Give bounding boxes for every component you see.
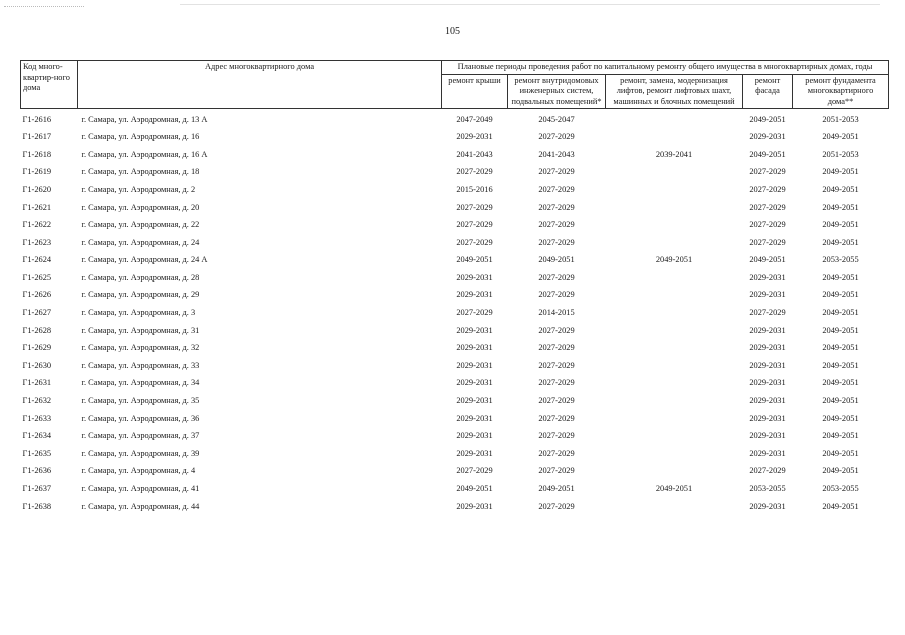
cell-roof: 2029-2031 [456, 272, 493, 282]
cell-elevators [606, 445, 743, 463]
cell-address: г. Самара, ул. Аэродромная, д. 39 [81, 448, 200, 458]
cell-elevators [606, 498, 743, 516]
table-row [21, 234, 889, 252]
cell-roof: 2049-2051 [456, 255, 493, 265]
cell-code: Г1-2633 [22, 413, 52, 423]
cell-facade: 2029-2031 [749, 431, 786, 441]
page-number: 105 [445, 26, 460, 37]
cell-code: Г1-2619 [22, 167, 52, 177]
cell-address: г. Самара, ул. Аэродромная, д. 4 [81, 466, 196, 476]
cell-facade: 2049-2051 [749, 255, 786, 265]
cell-elevators [606, 340, 743, 358]
header-foundation: ремонт фундамента многоквартирного дома** [793, 74, 889, 109]
cell-code: Г1-2623 [22, 237, 52, 247]
cell-address: г. Самара, ул. Аэродромная, д. 13 А [81, 114, 208, 124]
cell-foundation: 2049-2051 [822, 466, 859, 476]
cell-facade: 2027-2029 [749, 237, 786, 247]
cell-foundation: 2049-2051 [822, 501, 859, 511]
cell-roof: 2029-2031 [456, 448, 493, 458]
table-row [21, 181, 889, 199]
cell-facade: 2049-2051 [749, 149, 786, 159]
cell-engineering: 2027-2029 [538, 378, 575, 388]
cell-elevators [606, 463, 743, 481]
cell-elevators [606, 234, 743, 252]
cell-facade: 2029-2031 [749, 378, 786, 388]
cell-foundation: 2049-2051 [822, 360, 859, 370]
cell-engineering: 2027-2029 [538, 448, 575, 458]
table-row [21, 217, 889, 235]
cell-code: Г1-2636 [22, 466, 52, 476]
cell-foundation: 2049-2051 [822, 132, 859, 142]
cell-engineering: 2049-2051 [538, 484, 575, 494]
cell-code: Г1-2627 [22, 308, 52, 318]
scan-artifact-corner [4, 6, 84, 25]
cell-address: г. Самара, ул. Аэродромная, д. 20 [81, 202, 200, 212]
cell-facade: 2049-2051 [749, 114, 786, 124]
table-row [21, 305, 889, 323]
scan-artifact-line [180, 4, 880, 5]
cell-roof: 2049-2051 [456, 484, 493, 494]
cell-foundation: 2049-2051 [822, 308, 859, 318]
cell-code: Г1-2632 [22, 396, 52, 406]
table-row [21, 410, 889, 428]
cell-code: Г1-2624 [22, 255, 52, 265]
table-row [21, 322, 889, 340]
header-elevators: ремонт, замена, модернизация лифтов, ремонт лифтовых шахт, машинных и блочных помещений [606, 74, 743, 109]
cell-roof: 2029-2031 [456, 413, 493, 423]
cell-foundation: 2049-2051 [822, 378, 859, 388]
cell-roof: 2029-2031 [456, 431, 493, 441]
cell-address: г. Самара, ул. Аэродромная, д. 29 [81, 290, 200, 300]
cell-engineering: 2027-2029 [538, 466, 575, 476]
capital-repair-table [20, 60, 889, 516]
cell-roof: 2027-2029 [456, 237, 493, 247]
cell-elevators [606, 287, 743, 305]
cell-foundation: 2049-2051 [822, 343, 859, 353]
cell-engineering: 2027-2029 [538, 220, 575, 230]
cell-facade: 2027-2029 [749, 167, 786, 177]
cell-code: Г1-2618 [22, 149, 52, 159]
cell-facade: 2029-2031 [749, 132, 786, 142]
cell-elevators [606, 199, 743, 217]
cell-address: г. Самара, ул. Аэродромная, д. 18 [81, 167, 200, 177]
cell-address: г. Самара, ул. Аэродромная, д. 37 [81, 431, 200, 441]
cell-foundation: 2049-2051 [822, 290, 859, 300]
cell-foundation: 2049-2051 [822, 167, 859, 177]
cell-facade: 2027-2029 [749, 308, 786, 318]
cell-engineering: 2027-2029 [538, 431, 575, 441]
cell-elevators [606, 428, 743, 446]
cell-facade: 2029-2031 [749, 413, 786, 423]
cell-elevators [606, 357, 743, 375]
header-code: Код много-квартир-ного дома [21, 61, 78, 109]
cell-foundation: 2053-2055 [822, 255, 859, 265]
cell-code: Г1-2635 [22, 448, 52, 458]
cell-facade: 2029-2031 [749, 396, 786, 406]
table-row [21, 252, 889, 270]
cell-roof: 2041-2043 [456, 149, 493, 159]
table-row [21, 287, 889, 305]
cell-roof: 2027-2029 [456, 466, 493, 476]
cell-code: Г1-2631 [22, 378, 52, 388]
cell-engineering: 2027-2029 [538, 290, 575, 300]
cell-foundation: 2049-2051 [822, 237, 859, 247]
cell-foundation: 2049-2051 [822, 396, 859, 406]
cell-elevators [606, 164, 743, 182]
cell-elevators [606, 217, 743, 235]
cell-engineering: 2027-2029 [538, 132, 575, 142]
cell-roof: 2027-2029 [456, 202, 493, 212]
table-row [21, 269, 889, 287]
cell-code: Г1-2616 [22, 114, 52, 124]
table-row [21, 129, 889, 147]
cell-code: Г1-2637 [22, 484, 52, 494]
cell-address: г. Самара, ул. Аэродромная, д. 33 [81, 360, 200, 370]
cell-facade: 2053-2055 [749, 484, 786, 494]
table-row [21, 480, 889, 498]
header-facade: ремонт фасада [743, 74, 793, 109]
cell-engineering: 2027-2029 [538, 202, 575, 212]
cell-code: Г1-2620 [22, 184, 52, 194]
cell-foundation: 2049-2051 [822, 325, 859, 335]
cell-address: г. Самара, ул. Аэродромная, д. 3 [81, 308, 196, 318]
header-address: Адрес многоквартирного дома [78, 61, 442, 109]
table-row [21, 375, 889, 393]
table-row [21, 498, 889, 516]
cell-code: Г1-2629 [22, 343, 52, 353]
cell-code: Г1-2621 [22, 202, 52, 212]
cell-address: г. Самара, ул. Аэродромная, д. 35 [81, 396, 200, 406]
cell-roof: 2047-2049 [456, 114, 493, 124]
cell-roof: 2015-2016 [456, 184, 493, 194]
cell-elevators [606, 181, 743, 199]
cell-facade: 2029-2031 [749, 501, 786, 511]
cell-code: Г1-2626 [22, 290, 52, 300]
cell-address: г. Самара, ул. Аэродромная, д. 44 [81, 501, 200, 511]
cell-engineering: 2027-2029 [538, 360, 575, 370]
cell-address: г. Самара, ул. Аэродромная, д. 28 [81, 272, 200, 282]
table-row [21, 109, 889, 129]
table-row [21, 164, 889, 182]
cell-engineering: 2027-2029 [538, 501, 575, 511]
cell-address: г. Самара, ул. Аэродромная, д. 32 [81, 343, 200, 353]
cell-foundation: 2053-2055 [822, 484, 859, 494]
cell-foundation: 2051-2053 [822, 114, 859, 124]
cell-code: Г1-2628 [22, 325, 52, 335]
cell-facade: 2027-2029 [749, 202, 786, 212]
cell-engineering: 2041-2043 [538, 149, 575, 159]
cell-elevators [606, 322, 743, 340]
cell-roof: 2029-2031 [456, 396, 493, 406]
table-row [21, 463, 889, 481]
cell-address: г. Самара, ул. Аэродромная, д. 16 А [81, 149, 208, 159]
cell-facade: 2029-2031 [749, 272, 786, 282]
cell-address: г. Самара, ул. Аэродромная, д. 36 [81, 413, 200, 423]
cell-roof: 2029-2031 [456, 290, 493, 300]
cell-engineering: 2027-2029 [538, 413, 575, 423]
cell-foundation: 2049-2051 [822, 272, 859, 282]
header-engineering: ремонт внутридомовых инженерных систем, подвальных помещений* [508, 74, 606, 109]
cell-address: г. Самара, ул. Аэродромная, д. 41 [81, 484, 200, 494]
cell-facade: 2029-2031 [749, 290, 786, 300]
cell-facade: 2027-2029 [749, 184, 786, 194]
cell-engineering: 2014-2015 [538, 308, 575, 318]
cell-elevators [606, 375, 743, 393]
cell-engineering: 2027-2029 [538, 325, 575, 335]
cell-elevators [606, 393, 743, 411]
cell-address: г. Самара, ул. Аэродромная, д. 2 [81, 184, 196, 194]
cell-foundation: 2049-2051 [822, 431, 859, 441]
cell-engineering: 2027-2029 [538, 396, 575, 406]
cell-roof: 2027-2029 [456, 220, 493, 230]
cell-facade: 2029-2031 [749, 360, 786, 370]
cell-roof: 2029-2031 [456, 132, 493, 142]
cell-engineering: 2045-2047 [538, 114, 575, 124]
cell-roof: 2029-2031 [456, 343, 493, 353]
cell-engineering: 2027-2029 [538, 343, 575, 353]
cell-address: г. Самара, ул. Аэродромная, д. 24 А [81, 255, 208, 265]
cell-elevators: 2039-2041 [655, 149, 693, 159]
table-row [21, 146, 889, 164]
cell-facade: 2029-2031 [749, 325, 786, 335]
cell-foundation: 2049-2051 [822, 220, 859, 230]
cell-address: г. Самара, ул. Аэродромная, д. 31 [81, 325, 200, 335]
table-row [21, 445, 889, 463]
cell-code: Г1-2622 [22, 220, 52, 230]
cell-facade: 2029-2031 [749, 343, 786, 353]
table-row [21, 199, 889, 217]
cell-elevators [606, 109, 743, 129]
table-row [21, 393, 889, 411]
header-periods-group: Плановые периоды проведения работ по капитальному ремонту общего имущества в многоквартирных домах, годы [442, 61, 889, 75]
header-roof: ремонт крыши [442, 74, 508, 109]
cell-code: Г1-2625 [22, 272, 52, 282]
cell-address: г. Самара, ул. Аэродромная, д. 34 [81, 378, 200, 388]
cell-foundation: 2049-2051 [822, 413, 859, 423]
cell-roof: 2027-2029 [456, 308, 493, 318]
cell-elevators: 2049-2051 [655, 255, 693, 265]
cell-engineering: 2027-2029 [538, 184, 575, 194]
table-row [21, 340, 889, 358]
cell-engineering: 2049-2051 [538, 255, 575, 265]
cell-code: Г1-2630 [22, 360, 52, 370]
cell-facade: 2027-2029 [749, 220, 786, 230]
cell-roof: 2029-2031 [456, 378, 493, 388]
cell-address: г. Самара, ул. Аэродромная, д. 24 [81, 237, 200, 247]
cell-elevators [606, 305, 743, 323]
cell-code: Г1-2634 [22, 431, 52, 441]
table-row [21, 357, 889, 375]
cell-elevators [606, 269, 743, 287]
cell-engineering: 2027-2029 [538, 167, 575, 177]
cell-foundation: 2051-2053 [822, 149, 859, 159]
cell-facade: 2029-2031 [749, 448, 786, 458]
cell-elevators: 2049-2051 [655, 484, 693, 494]
cell-foundation: 2049-2051 [822, 448, 859, 458]
cell-roof: 2029-2031 [456, 325, 493, 335]
cell-address: г. Самара, ул. Аэродромная, д. 16 [81, 132, 200, 142]
cell-address: г. Самара, ул. Аэродромная, д. 22 [81, 220, 200, 230]
cell-code: Г1-2617 [22, 132, 52, 142]
cell-foundation: 2049-2051 [822, 184, 859, 194]
cell-foundation: 2049-2051 [822, 202, 859, 212]
cell-elevators [606, 129, 743, 147]
cell-roof: 2029-2031 [456, 501, 493, 511]
cell-engineering: 2027-2029 [538, 272, 575, 282]
cell-code: Г1-2638 [22, 501, 52, 511]
cell-roof: 2027-2029 [456, 167, 493, 177]
cell-elevators [606, 410, 743, 428]
cell-facade: 2027-2029 [749, 466, 786, 476]
cell-roof: 2029-2031 [456, 360, 493, 370]
cell-engineering: 2027-2029 [538, 237, 575, 247]
table-row [21, 428, 889, 446]
